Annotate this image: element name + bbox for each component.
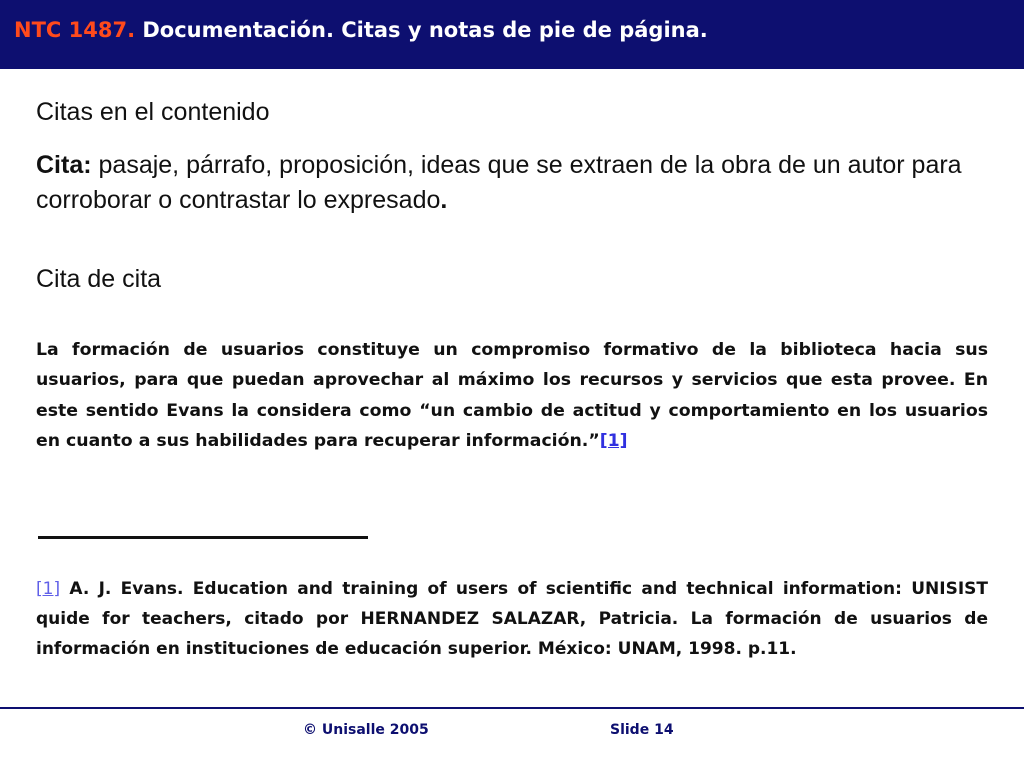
footnote-separator [38,536,368,539]
header-bar [0,0,1024,69]
definition-text: pasaje, párrafo, proposición, ideas que se extraen de la obra de un autor para corroborar o contrastar lo expresado [36,151,962,214]
footnote-ref-link[interactable]: [1] [36,579,61,599]
slide-title-code: NTC 1487. [14,18,136,42]
slide-title-text: Documentación. Citas y notas de pie de página. [135,18,708,42]
quote-text: La formación de usuarios constituye un compromiso formativo de la biblioteca hacia sus usuarios, para que puedan aprovechar al máximo los recursos y servicios que esta provee. En este sentido Evans la considera como “un cambio de actitud y comportamiento en los usuarios en cuanto a sus habilidades para recuperar información.” [36,340,988,452]
footer-copyright: © Unisalle 2005 [303,722,429,738]
section-title-citas: Citas en el contenido [36,98,270,126]
definition-term: Cita: [36,151,92,179]
section-title-cita-de-cita: Cita de cita [36,265,162,293]
definition-end: . [440,186,448,214]
quote-paragraph [36,335,988,457]
footer-divider [0,707,1024,709]
footer-slide-number: Slide 14 [610,722,674,738]
quote-footnote-link[interactable]: [1] [599,431,628,452]
slide-title [14,18,708,42]
footnote [36,574,988,664]
footnote-text: A. J. Evans. Education and training of users of scientific and technical information: UNISIST quide for teachers, citado por HERNANDEZ SALAZAR, Patricia. La formación de usuarios de información en instituciones de educación superior. México: UNAM, 1998. p.11. [36,579,988,659]
definition-paragraph [36,148,986,218]
